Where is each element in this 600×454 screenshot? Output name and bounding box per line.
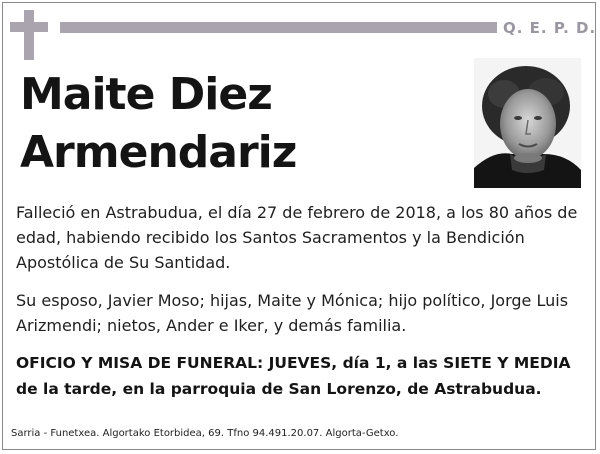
cross-icon-horizontal [10, 22, 48, 32]
funeral-service-paragraph: OFICIO Y MISA DE FUNERAL: JUEVES, día 1, a las SIETE Y MEDIA de la tarde, en la parroquia de San Lorenzo, de Astrabudua. [16, 354, 571, 398]
header-rule [60, 22, 497, 33]
funeral-home-footer: Sarria - Funetxea. Algortako Etorbidea, 69. Tfno 94.491.20.07. Algorta-Getxo. [11, 428, 399, 439]
portrait-photo [474, 58, 581, 188]
deceased-name-line1: Maite Diez [20, 69, 272, 120]
death-notice-paragraph: Falleció en Astrabudua, el día 27 de febrero de 2018, a los 80 años de edad, habiendo recibido los Santos Sacramentos y la Bendición Apostólica de Su Santidad. [16, 203, 578, 272]
portrait-image [474, 58, 581, 188]
family-paragraph: Su esposo, Javier Moso; hijas, Maite y Mónica; hijo político, Jorge Luis Arizmendi; nietos, Ander e Iker, y demás familia. [16, 291, 569, 335]
qepd-label: Q. E. P. D. [503, 19, 597, 37]
cross-icon-vertical [24, 10, 34, 60]
deceased-name [20, 66, 296, 182]
deceased-name-line2: Armendariz [20, 127, 297, 178]
